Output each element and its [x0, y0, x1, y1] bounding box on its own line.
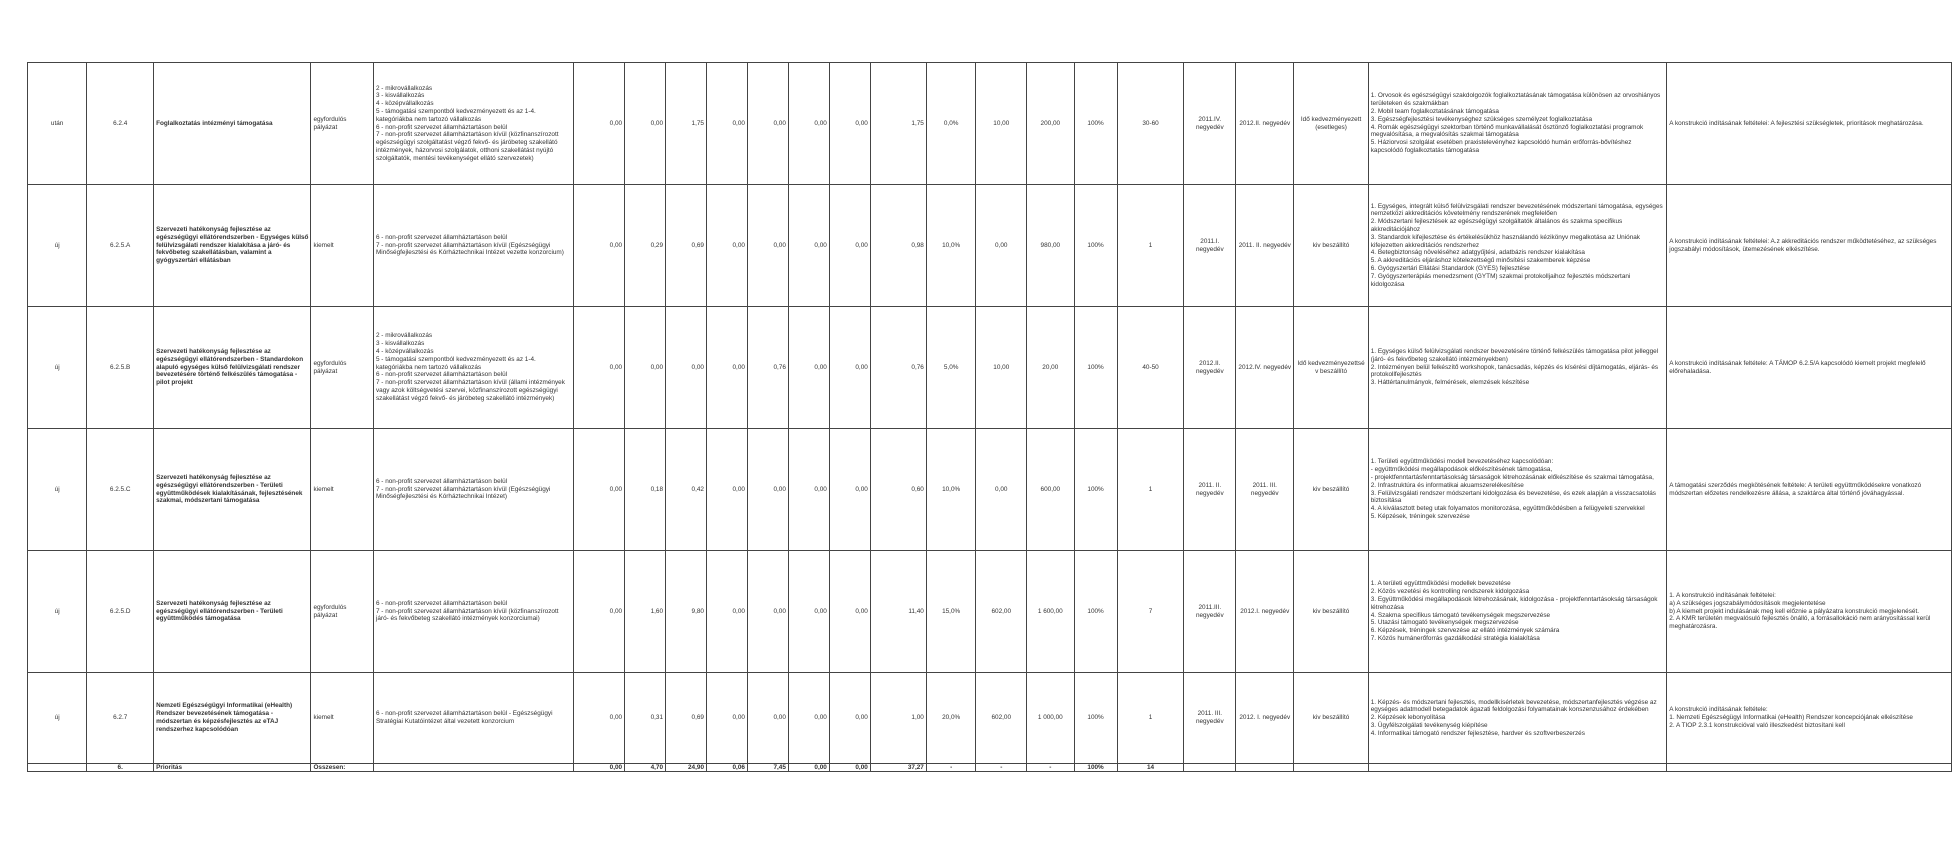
status-cell: új [28, 551, 87, 673]
count-cell: 1 [1117, 185, 1184, 307]
status-cell: új [28, 307, 87, 429]
value-cell: 0,42 [666, 429, 707, 551]
notes-cell: A támogatási szerződés megkötésének feltétele: A területi együttműködésekre vonatkozó módszertan előzetes rendelkezésre állása, a szaktárca által történő jóváhagyással. [1667, 429, 1952, 551]
status-cell: új [28, 429, 87, 551]
code-cell: 6.2.7 [87, 673, 154, 764]
method-cell: kiemelt [311, 429, 374, 551]
notes-cell: A konstrukció indításának feltétele: A TÁMOP 6.2.5/A kapcsolódó kiemelt projekt megfelelő előrehaladása. [1667, 307, 1952, 429]
table-row [28, 551, 1952, 673]
notes-cell: A konstrukció indításának feltételei: A fejlesztési szükségletek, prioritások meghatározása. [1667, 63, 1952, 185]
activities-cell: 1. Egységes, integrált külső felülvizsgálati rendszer bevezetésének módszertani támogatása, egységes nemzetközi akkreditációs követelmény rendszerének megfelelően 2. Módszertani fejlesztések az egészségügyi szolgáltatók általános és szakma specifikus akkreditációjához 3. Standardok kifejlesztése és értékelésükhöz használandó kézikönyv megalkotása az Uniónak kifejezetten akkreditációs rendszerhez 4. Betegbiztonság növeléséhez adatgyűjtési, adatbázis rendszer kialakítása 5. A akkreditációs eljáráshoz kötelezettségű minősítési szakemberek képzése 6. Gyógyszertári Ellátási Standardok (GYES) fejlesztése 7. Gyógyszerterápiás menedzsment (GYTM) szakmai protokolljaihoz fejlesztés módszertani kidolgozása [1368, 185, 1667, 307]
max-amount-cell: 980,00 [1027, 185, 1074, 307]
summary-max-cell: - [1027, 764, 1074, 772]
summary-v4-cell: 0,06 [707, 764, 748, 772]
end-date-cell: 2012. I. negyedév [1236, 673, 1294, 764]
status-cell: új [28, 185, 87, 307]
priority-cell: kiv beszállító [1294, 185, 1368, 307]
code-cell: 6.2.4 [87, 63, 154, 185]
value-cell: 0,69 [666, 185, 707, 307]
max-amount-cell: 200,00 [1027, 63, 1074, 185]
summary-v7-cell: 0,00 [829, 764, 870, 772]
summary-v3-cell: 24,90 [666, 764, 707, 772]
summary-empty-cell [1368, 764, 1667, 772]
start-date-cell: 2011. II. negyedév [1184, 429, 1236, 551]
count-cell: 1 [1117, 673, 1184, 764]
priority-cell: kiv beszállító [1294, 429, 1368, 551]
activities-cell: 1. Képzés- és módszertani fejlesztés, modellkísérletek bevezetése, módszertanfejlesztés végzése az egységes adatmodell betegadatok ágazati feldolgozási folyamatainak konszenzusához érdekében 2. Képzések lebonyolítása 3. Ügyfélszolgálati tevékenység kiépítése 4. Informatikai támogató rendszer fejlesztése, hardver és szoftverbeszerzés [1368, 673, 1667, 764]
code-cell: 6.2.5.D [87, 551, 154, 673]
summary-row [28, 764, 1952, 772]
method-cell: kiemelt [311, 673, 374, 764]
end-date-cell: 2011. III. negyedév [1236, 429, 1294, 551]
summary-number-cell: 6. [87, 764, 154, 772]
summary-pct1-cell: - [926, 764, 976, 772]
summary-min-cell: - [976, 764, 1027, 772]
program-table [27, 62, 1952, 772]
priority-cell: kiv beszállító [1294, 551, 1368, 673]
end-date-cell: 2011. II. negyedév [1236, 185, 1294, 307]
value-cell: 0,31 [625, 673, 666, 764]
method-cell: egyfordulós pályázat [311, 551, 374, 673]
min-amount-cell: 10,00 [976, 63, 1027, 185]
total-cell: 0,98 [870, 185, 926, 307]
value-cell: 0,00 [829, 429, 870, 551]
summary-empty-cell [373, 764, 573, 772]
method-cell: egyfordulós pályázat [311, 307, 374, 429]
notes-cell: A konstrukció indításának feltételei: A.z akkreditációs rendszer működtetéséhez, az szükséges jogszabályi módosítások, ütemezésének elkészítése. [1667, 185, 1952, 307]
min-amount-cell: 0,00 [976, 185, 1027, 307]
value-cell: 0,00 [788, 551, 829, 673]
end-date-cell: 2012.II. negyedév [1236, 63, 1294, 185]
activities-cell: 1. Orvosok és egészségügyi szakdolgozók foglalkoztatásának támogatása különösen az orvoshiányos területeken és szakmákban 2. Mobil team foglalkoztatásának támogatása 3. Egészségfejlesztési tevékenységhez szükséges személyzet foglalkoztatása 4. Romák egészségügyi szektorban történő munkavállalását ösztönző foglalkoztatási programok megvalósítása, a megvalósítás szakmai támogatása 5. Háziorvosi szolgálat esetében praxistelevényhez kapcsolódó humán erőforrás-bővítéshez kapcsolódó foglalkoztatás támogatása [1368, 63, 1667, 185]
beneficiaries-cell: 6 - non-profit szervezet államháztartáson belül 7 - non-profit szervezet államháztartáson kívül (Egészségügyi Minőségfejlesztési és Kórháztechnikai Intézet vezette konzorcium) [373, 185, 573, 307]
title-cell: Szervezeti hatékonyság fejlesztése az egészségügyi ellátórendszerben - Területi együttműködés támogatása [154, 551, 311, 673]
max-amount-cell: 20,00 [1027, 307, 1074, 429]
value-cell: 0,69 [666, 673, 707, 764]
value-cell: 0,00 [707, 185, 748, 307]
support-rate-cell: 100% [1074, 307, 1117, 429]
value-cell: 0,00 [788, 63, 829, 185]
notes-cell: A konstrukció indításának feltétele: 1. Nemzeti Egészségügyi Informatikai (eHealth) Rendszer koncepciójának elkészítése 2. A TIOP 2.3.1 konstrukcióval való illeszkedést biztosítani kell [1667, 673, 1952, 764]
value-cell: 0,00 [829, 63, 870, 185]
start-date-cell: 2012.II. negyedév [1184, 307, 1236, 429]
count-cell: 1 [1117, 429, 1184, 551]
end-date-cell: 2012.IV. negyedév [1236, 307, 1294, 429]
method-cell: egyfordulós pályázat [311, 63, 374, 185]
value-cell: 0,00 [707, 63, 748, 185]
table-row [28, 673, 1952, 764]
title-cell: Nemzeti Egészségügyi Informatikai (eHealth) Rendszer bevezetésének támogatása - módszertan és képzésfejlesztés az eTAJ rendszerhez kapcsolódóan [154, 673, 311, 764]
support-rate-cell: 100% [1074, 185, 1117, 307]
priority-cell: kiv beszállító [1294, 673, 1368, 764]
total-cell: 0,60 [870, 429, 926, 551]
total-cell: 1,00 [870, 673, 926, 764]
total-cell: 11,40 [870, 551, 926, 673]
count-cell: 40-50 [1117, 307, 1184, 429]
summary-label-cell: Prioritás [154, 764, 311, 772]
title-cell: Szervezeti hatékonyság fejlesztése az egészségügyi ellátórendszerben - Területi együttműködések kialakításának, fejlesztésének szakmai, módszertani támogatása [154, 429, 311, 551]
value-cell: 0,00 [747, 185, 788, 307]
summary-empty-cell [1667, 764, 1952, 772]
max-amount-cell: 1 000,00 [1027, 673, 1074, 764]
value-cell: 0,00 [747, 429, 788, 551]
summary-empty-cell [1184, 764, 1236, 772]
summary-empty-cell [1236, 764, 1294, 772]
activities-cell: 1. Területi együttműködési modell bevezetéséhez kapcsolódóan: - együttműködési megállapodások előkészítésének támogatása, - projektfenntartásfenntartásokság társaságok létrehozásának előkészítése és szakmai támogatása, 2. Infrastruktúra és informatikai akuamszerelékesítése 3. Felülvizsgálati rendszer módszertani kidolgozása és bevezetése, és ezek alapján a visszacsatolás biztosítása 4. A kiválasztott beteg utak folyamatos monitorozása, együttműködésben a felügyeleti szervekkel 5. Képzések, tréningek szervezése [1368, 429, 1667, 551]
table-row [28, 307, 1952, 429]
start-date-cell: 2011.I. negyedév [1184, 185, 1236, 307]
value-cell: 0,00 [747, 63, 788, 185]
support-rate-cell: 100% [1074, 673, 1117, 764]
summary-v2-cell: 4,70 [625, 764, 666, 772]
table-row [28, 63, 1952, 185]
support-rate-cell: 100% [1074, 551, 1117, 673]
percent-cell: 10,0% [926, 429, 976, 551]
priority-cell: Idő kedvezményezett (esetleges) [1294, 63, 1368, 185]
min-amount-cell: 0,00 [976, 429, 1027, 551]
value-cell: 0,00 [574, 429, 625, 551]
summary-count-cell: 14 [1117, 764, 1184, 772]
beneficiaries-cell: 2 - mikrovállalkozás 3 - kisvállalkozás 4 - középvállalkozás 5 - támogatási szempontból kedvezményezett és az 1-4. kategóriákba nem tartozó vállalkozás 6 - non-profit szervezet államháztartáson belül 7 - non-profit szervezet államháztartáson kívül (állami intézmények vagy azok költségvetési szervei, közfinanszírozott egészségügyi szakellátást végző fekvő- és járóbeteg szakellátó intézmények) [373, 307, 573, 429]
code-cell: 6.2.5.B [87, 307, 154, 429]
value-cell: 0,00 [574, 673, 625, 764]
total-cell: 0,76 [870, 307, 926, 429]
title-cell: Szervezeti hatékonyság fejlesztése az egészségügyi ellátórendszerben - Standardokon alapuló egységes külső felülvizsgálati rendszer bevezetésére történő felkészülés támogatása - pilot projekt [154, 307, 311, 429]
value-cell: 0,00 [625, 63, 666, 185]
value-cell: 0,00 [574, 551, 625, 673]
title-cell: Szervezeti hatékonyság fejlesztése az egészségügyi ellátórendszerben - Egységes külső felülvizsgálati rendszer kialakítása a járó- és fekvőbeteg szakellátásban, valamint a gyógyszertári ellátásban [154, 185, 311, 307]
summary-v8-cell: 37,27 [870, 764, 926, 772]
start-date-cell: 2011.III. negyedév [1184, 551, 1236, 673]
code-cell: 6.2.5.C [87, 429, 154, 551]
beneficiaries-cell: 6 - non-profit szervezet államháztartáson belül 7 - non-profit szervezet államháztartáson kívül (Egészségügyi Minőségfejlesztési és Kórháztechnikai Intézet) [373, 429, 573, 551]
percent-cell: 0,0% [926, 63, 976, 185]
value-cell: 0,00 [829, 673, 870, 764]
summary-empty-cell [1294, 764, 1368, 772]
value-cell: 0,00 [747, 551, 788, 673]
value-cell: 0,00 [707, 673, 748, 764]
value-cell: 0,00 [707, 551, 748, 673]
value-cell: 9,80 [666, 551, 707, 673]
status-cell: új [28, 673, 87, 764]
value-cell: 0,00 [707, 429, 748, 551]
value-cell: 0,00 [829, 307, 870, 429]
table-row [28, 185, 1952, 307]
value-cell: 0,00 [788, 429, 829, 551]
summary-v1-cell: 0,00 [574, 764, 625, 772]
value-cell: 1,75 [666, 63, 707, 185]
value-cell: 0,00 [574, 63, 625, 185]
min-amount-cell: 10,00 [976, 307, 1027, 429]
beneficiaries-cell: 6 - non-profit szervezet államháztartáson belül 7 - non-profit szervezet államháztartáson kívül (közfinanszírozott járó- és fekvőbeteg szakellátó intézmények konzorciumai) [373, 551, 573, 673]
summary-empty-cell [28, 764, 87, 772]
max-amount-cell: 1 600,00 [1027, 551, 1074, 673]
beneficiaries-cell: 6 - non-profit szervezet államháztartáson belül - Egészségügyi Stratégiai Kutatóintézet által vezetett konzorcium [373, 673, 573, 764]
value-cell: 0,00 [788, 185, 829, 307]
count-cell: 7 [1117, 551, 1184, 673]
summary-v5-cell: 7,45 [747, 764, 788, 772]
status-cell: után [28, 63, 87, 185]
value-cell: 0,00 [574, 185, 625, 307]
activities-cell: 1. A területi együttműködési modellek bevezetése 2. Közös vezetési és kontrolling rendszerek kidolgozása 3. Együttműködési megállapodások létrehozásának, kidolgozása - projektfenntartásokság társaságok létrehozása 4. Szakma specifikus támogató tevékenységek megszervezése 5. Utazási támogató tevékenységek megszervezése 6. Képzések, tréningek szervezése az ellátó intézmények számára 7. Közös humánerőforrás gazdálkodási stratégia kialakítása [1368, 551, 1667, 673]
value-cell: 0,00 [625, 307, 666, 429]
beneficiaries-cell: 2 - mikrovállalkozás 3 - kisvállalkozás 4 - középvállalkozás 5 - támogatási szempontból kedvezményezett és az 1-4. kategóriákba nem tartozó vállalkozás 6 - non-profit szervezet államháztartáson belül 7 - non-profit szervezet államháztartáson kívül (közfinanszírozott egészségügyi szolgáltatást végző fekvő- és járóbeteg szakellátó intézmények, házorvosi szolgálatok, otthoni szakellátást nyújtó szolgáltatók, mentési tevékenységet ellátó szervezetek) [373, 63, 573, 185]
count-cell: 30-60 [1117, 63, 1184, 185]
support-rate-cell: 100% [1074, 429, 1117, 551]
value-cell: 0,00 [788, 307, 829, 429]
min-amount-cell: 602,00 [976, 673, 1027, 764]
summary-v6-cell: 0,00 [788, 764, 829, 772]
summary-pct2-cell: 100% [1074, 764, 1117, 772]
value-cell: 0,18 [625, 429, 666, 551]
percent-cell: 20,0% [926, 673, 976, 764]
value-cell: 0,00 [788, 673, 829, 764]
priority-cell: Idő kedvezményezettsé v beszállító [1294, 307, 1368, 429]
table-row [28, 429, 1952, 551]
value-cell: 0,00 [574, 307, 625, 429]
min-amount-cell: 602,00 [976, 551, 1027, 673]
max-amount-cell: 600,00 [1027, 429, 1074, 551]
value-cell: 0,00 [747, 673, 788, 764]
title-cell: Foglalkoztatás intézményi támogatása [154, 63, 311, 185]
value-cell: 0,29 [625, 185, 666, 307]
method-cell: kiemelt [311, 185, 374, 307]
support-rate-cell: 100% [1074, 63, 1117, 185]
percent-cell: 15,0% [926, 551, 976, 673]
notes-cell: 1. A konstrukció indításának feltételei: a) A szükséges jogszabálymódosítások megjelentetése b) A kiemelt projekt indulásának meg kell előznie a pályázatra konstrukció megjelenését. 2. A KMR területén megvalósuló fejlesztés önálló, a forrásallokáció nem arányosítással kerül meghatározásra. [1667, 551, 1952, 673]
code-cell: 6.2.5.A [87, 185, 154, 307]
value-cell: 0,00 [829, 551, 870, 673]
value-cell: 0,00 [666, 307, 707, 429]
start-date-cell: 2011. III. negyedév [1184, 673, 1236, 764]
value-cell: 1,60 [625, 551, 666, 673]
value-cell: 0,00 [707, 307, 748, 429]
summary-total_label-cell: Összesen: [311, 764, 374, 772]
percent-cell: 10,0% [926, 185, 976, 307]
end-date-cell: 2012.I. negyedév [1236, 551, 1294, 673]
percent-cell: 5,0% [926, 307, 976, 429]
activities-cell: 1. Egységes külső felülvizsgálati rendszer bevezetésére történő felkészülés támogatása pilot jelleggel (járó- és fekvőbeteg szakellátó intézményekben) 2. Intézményen belül felkészítő workshopok, tanácsadás, képzés és kísérési díjtámogatás, eljárás- és protokollfejlesztés 3. Háttértanulmányok, felmérések, elemzések készítése [1368, 307, 1667, 429]
value-cell: 0,76 [747, 307, 788, 429]
value-cell: 0,00 [829, 185, 870, 307]
total-cell: 1,75 [870, 63, 926, 185]
start-date-cell: 2011.IV. negyedév [1184, 63, 1236, 185]
